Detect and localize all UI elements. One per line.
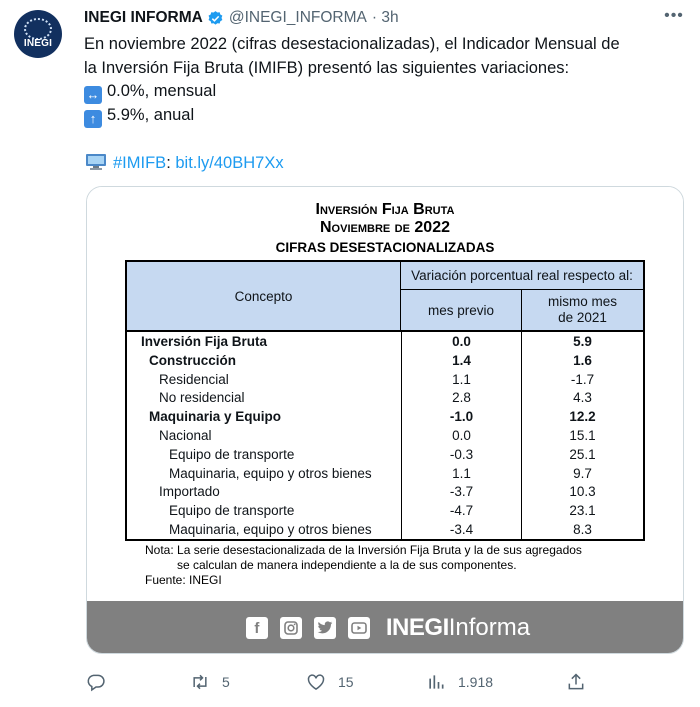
tweet-line-2: la Inversión Fija Bruta (IMIFB) presentó las siguientes variaciones: xyxy=(84,58,570,77)
row-value-mes-previo: 2.8 xyxy=(401,388,522,407)
table-row xyxy=(127,426,643,445)
author-handle[interactable]: @INEGI_INFORMA xyxy=(228,9,367,26)
instagram-icon xyxy=(280,617,302,639)
reply-button[interactable] xyxy=(86,671,118,693)
header-mismo-mes xyxy=(522,290,643,330)
tweet-line-monthly xyxy=(84,80,684,104)
brand-strong: INEGI xyxy=(385,614,449,641)
row-value-mismo-mes: 8.3 xyxy=(573,521,592,537)
row-value-mismo-mes: 4.3 xyxy=(573,390,592,406)
annual-value: 5.9%, anual xyxy=(107,106,195,124)
row-value-mismo-mes: 5.9 xyxy=(573,334,592,349)
author-name[interactable]: INEGI INFORMA xyxy=(84,9,203,26)
left-right-arrow-icon: ↔ xyxy=(84,86,102,104)
facebook-icon: f xyxy=(246,617,268,639)
logo-ring-icon xyxy=(24,18,52,40)
row-value-mismo-mes: 23.1 xyxy=(569,503,596,519)
row-label: Maquinaria y Equipo xyxy=(149,409,282,425)
inegi-informa-logo xyxy=(386,614,530,642)
header-mismo-mes-line2: de 2021 xyxy=(558,310,607,325)
tweet-text xyxy=(84,33,684,175)
row-label: Importado xyxy=(159,484,220,500)
url-link[interactable]: bit.ly/40BH7Xx xyxy=(175,153,284,172)
table-row xyxy=(127,351,643,370)
tweet-line-annual xyxy=(84,104,684,128)
tweet-line-1: En noviembre 2022 (cifras desestacionalizadas), el Indicador Mensual de xyxy=(84,35,620,53)
table-header xyxy=(127,262,643,332)
share-button[interactable] xyxy=(566,671,586,693)
row-value-mes-previo: -3.4 xyxy=(401,520,522,539)
header-concepto: Concepto xyxy=(127,262,401,330)
row-label: Maquinaria, equipo y otros bienes xyxy=(169,521,372,537)
avatar-text: INEGI xyxy=(23,38,53,49)
table-row xyxy=(127,445,643,464)
header-mes-previo: mes previo xyxy=(401,290,522,330)
views-icon xyxy=(426,672,446,692)
header-mismo-mes-line1: mismo mes xyxy=(547,294,617,309)
header-variacion: Variación porcentual real respecto al: xyxy=(401,262,643,290)
twitter-icon xyxy=(314,617,336,639)
retweet-icon xyxy=(190,672,210,692)
row-value-mes-previo: 1.4 xyxy=(401,351,522,370)
note-line-1: Nota: La serie desestacionalizada de la Inversión Fija Bruta y la de sus agregados xyxy=(145,543,582,557)
reply-icon xyxy=(86,672,106,692)
retweet-count: 5 xyxy=(222,674,230,690)
computer-icon xyxy=(84,153,108,171)
note-source: Fuente: INEGI xyxy=(145,573,222,587)
row-value-mes-previo: -4.7 xyxy=(401,501,522,520)
tweet-line-link xyxy=(84,152,684,176)
link-separator: : xyxy=(166,153,176,172)
views-count: 1.918 xyxy=(458,674,494,690)
row-label: Nacional xyxy=(159,427,212,443)
monthly-value: 0.0%, mensual xyxy=(107,82,217,100)
table-row xyxy=(127,520,643,539)
table-note xyxy=(145,543,582,588)
note-line-2: se calculan de manera independiente a la de sus componentes. xyxy=(177,558,517,572)
table-row xyxy=(127,464,643,483)
row-value-mismo-mes: 9.7 xyxy=(573,465,592,481)
row-value-mismo-mes: 15.1 xyxy=(569,427,596,443)
row-value-mes-previo: 1.1 xyxy=(401,464,522,483)
table-image xyxy=(87,187,683,601)
table-row xyxy=(127,501,643,520)
card-footer xyxy=(87,601,683,654)
up-arrow-icon: ↑ xyxy=(84,110,102,128)
tweet-actions xyxy=(86,671,596,693)
like-count: 15 xyxy=(338,674,354,690)
row-value-mismo-mes: 10.3 xyxy=(569,484,596,500)
table-title: Inversión Fija Bruta xyxy=(315,201,455,218)
row-label: No residencial xyxy=(159,390,245,406)
share-icon xyxy=(566,672,586,692)
row-label: Inversión Fija Bruta xyxy=(141,334,268,349)
row-value-mes-previo: -1.0 xyxy=(401,407,522,426)
like-button[interactable] xyxy=(306,671,354,693)
table-caption: CIFRAS DESESTACIONALIZADAS xyxy=(275,240,495,255)
table-row xyxy=(127,482,643,501)
row-value-mismo-mes: 1.6 xyxy=(573,352,592,368)
row-value-mismo-mes: 25.1 xyxy=(569,446,596,462)
row-label: Equipo de transporte xyxy=(169,503,295,519)
more-icon[interactable]: ••• xyxy=(664,7,684,24)
row-value-mes-previo: -3.7 xyxy=(401,482,522,501)
table-row xyxy=(127,388,643,407)
brand-light: Informa xyxy=(448,614,531,641)
row-value-mes-previo: 0.0 xyxy=(401,426,522,445)
views-button[interactable] xyxy=(426,671,493,693)
row-label: Construcción xyxy=(149,352,237,368)
table-row xyxy=(127,407,643,426)
table-row xyxy=(127,370,643,389)
row-label: Equipo de transporte xyxy=(169,446,295,462)
data-table xyxy=(125,260,645,541)
table-subtitle: Noviembre de 2022 xyxy=(320,219,450,236)
row-value-mes-previo: 1.1 xyxy=(401,370,522,389)
row-value-mismo-mes: 12.2 xyxy=(569,409,596,425)
retweet-button[interactable] xyxy=(190,671,230,693)
avatar[interactable] xyxy=(14,10,62,58)
youtube-icon xyxy=(348,617,370,639)
row-value-mismo-mes: -1.7 xyxy=(570,371,595,387)
row-value-mes-previo: -0.3 xyxy=(401,445,522,464)
row-value-mes-previo: 0.0 xyxy=(401,332,522,351)
verified-badge-icon xyxy=(207,10,224,27)
hashtag-link[interactable]: #IMIFB xyxy=(113,153,167,172)
table-row xyxy=(127,332,643,351)
row-label: Residencial xyxy=(159,371,229,387)
like-icon xyxy=(306,672,326,692)
timestamp[interactable]: · 3h xyxy=(371,9,399,26)
row-label: Maquinaria, equipo y otros bienes xyxy=(169,465,372,481)
media-card[interactable] xyxy=(86,186,684,654)
tweet-header xyxy=(84,8,399,28)
